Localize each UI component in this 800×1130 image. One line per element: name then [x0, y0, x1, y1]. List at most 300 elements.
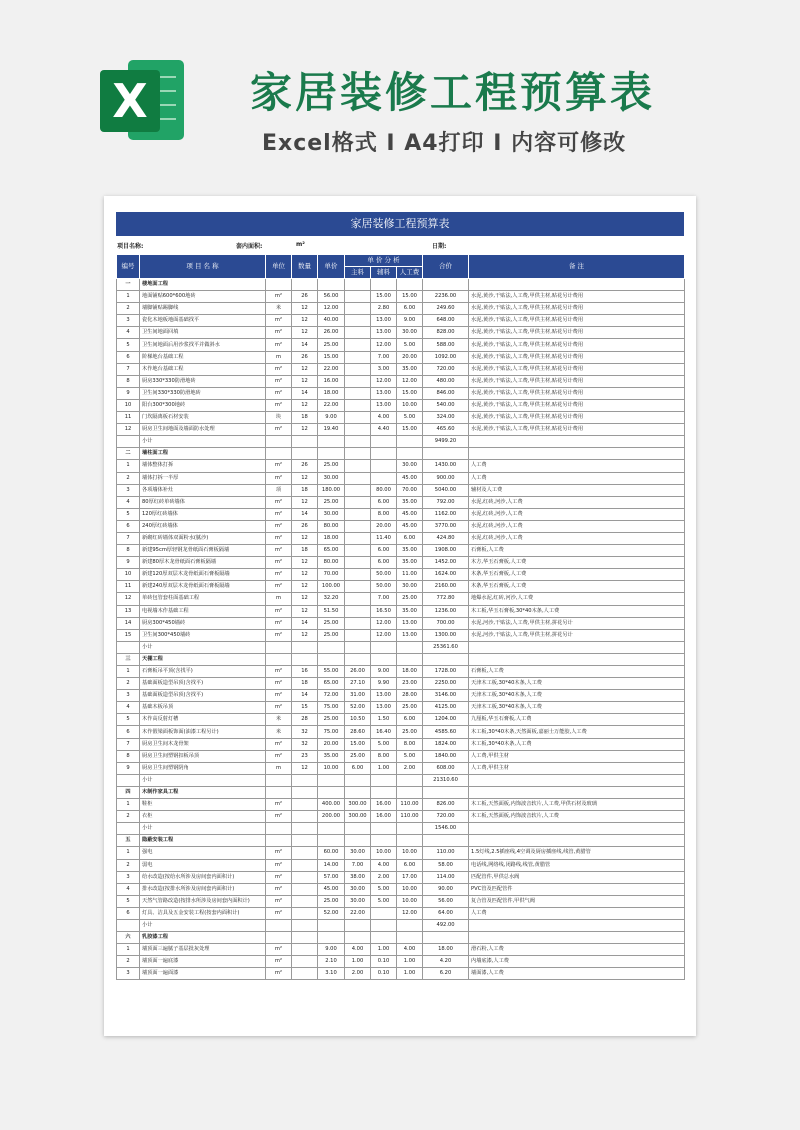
cell-remark	[469, 835, 685, 847]
cell-aux: 13.00	[371, 315, 397, 327]
cell-unit: m²	[266, 750, 292, 762]
cell-remark	[469, 448, 685, 460]
cell-no: 5	[117, 895, 140, 907]
cell-qty: 23	[292, 750, 318, 762]
cell-price: 25.00	[318, 460, 345, 472]
cell-name: 墙脚铺贴踢脚线	[140, 303, 266, 315]
cell-main	[345, 593, 371, 605]
cell-price: 25.00	[318, 339, 345, 351]
cell-no: 4	[117, 496, 140, 508]
subtotal-row	[117, 774, 685, 786]
cell-remark: 木条,华玉石膏板,人工费	[469, 581, 685, 593]
cell-price	[318, 823, 345, 835]
section-row	[117, 835, 685, 847]
cell-main	[345, 424, 371, 436]
cell-total: 3770.00	[423, 520, 469, 532]
cell-main	[345, 315, 371, 327]
cell-labor: 15.00	[397, 387, 423, 399]
cell-qty: 12	[292, 303, 318, 315]
cell-total: 9499.20	[423, 436, 469, 448]
cell-qty: 12	[292, 762, 318, 774]
cell-main: 15.00	[345, 738, 371, 750]
cell-no: 2	[117, 956, 140, 968]
cell-price: 35.00	[318, 750, 345, 762]
cell-main: 28.60	[345, 726, 371, 738]
cell-unit	[266, 774, 292, 786]
cell-qty: 14	[292, 617, 318, 629]
cell-qty: 12	[292, 532, 318, 544]
cell-labor: 5.00	[397, 412, 423, 424]
cell-remark: 天津木工板,30*40木条,人工费	[469, 678, 685, 690]
cell-price	[318, 448, 345, 460]
cell-no: 四	[117, 786, 140, 798]
cell-name: 隐蔽安装工程	[140, 835, 266, 847]
cell-qty: 26	[292, 520, 318, 532]
cell-qty: 18	[292, 678, 318, 690]
cell-total: 792.00	[423, 496, 469, 508]
cell-labor	[397, 653, 423, 665]
cell-unit: m²	[266, 666, 292, 678]
cell-total	[423, 932, 469, 944]
cell-aux: 12.00	[371, 339, 397, 351]
cell-main	[345, 774, 371, 786]
cell-total: 1728.00	[423, 666, 469, 678]
cell-unit	[266, 835, 292, 847]
table-row	[117, 944, 685, 956]
cell-name: 单砖包管套柱面基础工程	[140, 593, 266, 605]
cell-name: 楼地面工程	[140, 279, 266, 291]
table-row	[117, 520, 685, 532]
cell-name: 天然气管路改造(按排水所涉及房间套内面积计)	[140, 895, 266, 907]
header-remark: 备 注	[469, 255, 685, 279]
table-row	[117, 859, 685, 871]
cell-name: 新建80厚木龙骨纸面石膏板隔墙	[140, 557, 266, 569]
cell-remark	[469, 279, 685, 291]
cell-price	[318, 641, 345, 653]
cell-name: 卫生间330*330防滑地砖	[140, 387, 266, 399]
table-row	[117, 315, 685, 327]
cell-price: 51.50	[318, 605, 345, 617]
cell-labor	[397, 436, 423, 448]
cell-aux	[371, 448, 397, 460]
cell-price: 10.00	[318, 762, 345, 774]
cell-name: 基础木板吊顶	[140, 702, 266, 714]
cell-unit: 米	[266, 726, 292, 738]
cell-total: 465.60	[423, 424, 469, 436]
cell-total: 114.00	[423, 871, 469, 883]
cell-total: 1840.00	[423, 750, 469, 762]
cell-qty: 26	[292, 351, 318, 363]
cell-price: 22.00	[318, 399, 345, 411]
cell-qty	[292, 786, 318, 798]
cell-main: 7.00	[345, 859, 371, 871]
cell-no: 1	[117, 291, 140, 303]
cell-main: 1.00	[345, 956, 371, 968]
cell-total: 5040.00	[423, 484, 469, 496]
cell-remark: 人工费,甲供主材	[469, 762, 685, 774]
cell-price: 80.00	[318, 557, 345, 569]
cell-remark: 内墙底漆,人工费	[469, 956, 685, 968]
cell-labor	[397, 823, 423, 835]
cell-unit: 米	[266, 303, 292, 315]
cell-qty: 12	[292, 496, 318, 508]
cell-name: 强电	[140, 847, 266, 859]
cell-labor: 5.00	[397, 750, 423, 762]
cell-no: 一	[117, 279, 140, 291]
cell-qty: 16	[292, 666, 318, 678]
cell-aux: 16.00	[371, 811, 397, 823]
cell-labor: 5.00	[397, 339, 423, 351]
cell-main: 300.00	[345, 799, 371, 811]
cell-qty	[292, 835, 318, 847]
cell-total: 64.00	[423, 907, 469, 919]
table-row	[117, 593, 685, 605]
cell-no: 2	[117, 303, 140, 315]
cell-labor: 10.00	[397, 399, 423, 411]
cell-qty: 26	[292, 460, 318, 472]
cell-unit: m	[266, 593, 292, 605]
cell-price: 3.10	[318, 968, 345, 980]
cell-labor: 35.00	[397, 557, 423, 569]
cell-main	[345, 653, 371, 665]
cell-name: 木作高反射灯槽	[140, 714, 266, 726]
cell-aux: 16.40	[371, 726, 397, 738]
cell-labor: 25.00	[397, 593, 423, 605]
cell-total: 608.00	[423, 762, 469, 774]
cell-price: 9.00	[318, 412, 345, 424]
cell-unit: m²	[266, 375, 292, 387]
cell-no: 9	[117, 557, 140, 569]
header-aux: 辅料	[371, 267, 397, 279]
cell-main	[345, 617, 371, 629]
cell-qty	[292, 919, 318, 931]
cell-qty	[292, 448, 318, 460]
cell-no: 二	[117, 448, 140, 460]
cell-remark: 天津木工板,30*40木条,人工费	[469, 690, 685, 702]
cell-aux: 15.00	[371, 291, 397, 303]
cell-name: 新建120厚双层木龙骨纸面石膏板隔墙	[140, 569, 266, 581]
cell-total: 700.00	[423, 617, 469, 629]
cell-name: 乳胶漆工程	[140, 932, 266, 944]
cell-name: 厨房卫生间地面及墙面防水处理	[140, 424, 266, 436]
cell-price: 16.00	[318, 375, 345, 387]
cell-price	[318, 786, 345, 798]
cell-labor: 15.00	[397, 424, 423, 436]
cell-remark: 木工板,30*40木条,天然面板,嘉丽士万能胶,人工费	[469, 726, 685, 738]
cell-remark: 木工板,天然面板,内饰波音软片,人工费,甲供石材及玻璃	[469, 799, 685, 811]
cell-aux	[371, 641, 397, 653]
cell-aux: 6.00	[371, 496, 397, 508]
cell-unit: m²	[266, 629, 292, 641]
cell-price	[318, 436, 345, 448]
cell-unit	[266, 641, 292, 653]
cell-aux	[371, 823, 397, 835]
cell-qty: 32	[292, 726, 318, 738]
cell-name: 瓷化木地板地面基础找平	[140, 315, 266, 327]
cell-labor	[397, 932, 423, 944]
cell-main	[345, 436, 371, 448]
cell-aux: 13.00	[371, 387, 397, 399]
table-row	[117, 883, 685, 895]
cell-qty	[292, 907, 318, 919]
table-row	[117, 617, 685, 629]
cell-total: 1236.00	[423, 605, 469, 617]
cell-unit	[266, 919, 292, 931]
cell-price: 32.20	[318, 593, 345, 605]
cell-total: 18.00	[423, 944, 469, 956]
table-row	[117, 387, 685, 399]
cell-name: 墙体整体打拆	[140, 460, 266, 472]
cell-unit: m²	[266, 859, 292, 871]
cell-main	[345, 919, 371, 931]
cell-name: 地面铺贴600*600地砖	[140, 291, 266, 303]
cell-aux: 7.00	[371, 351, 397, 363]
cell-name: 阳台300*300地砖	[140, 399, 266, 411]
subtotal-row	[117, 919, 685, 931]
cell-total: 1204.00	[423, 714, 469, 726]
cell-total: 828.00	[423, 327, 469, 339]
cell-qty	[292, 811, 318, 823]
cell-total: 2250.00	[423, 678, 469, 690]
cell-labor: 70.00	[397, 484, 423, 496]
cell-total	[423, 279, 469, 291]
cell-price	[318, 932, 345, 944]
cell-unit: m²	[266, 496, 292, 508]
cell-qty	[292, 871, 318, 883]
cell-remark: 水泥,黄沙,干贴法,人工费,甲供主材,贴花另计费用	[469, 399, 685, 411]
table-row	[117, 569, 685, 581]
cell-price: 180.00	[318, 484, 345, 496]
cell-total: 21310.60	[423, 774, 469, 786]
cell-no	[117, 436, 140, 448]
cell-remark	[469, 919, 685, 931]
cell-qty	[292, 774, 318, 786]
table-row	[117, 750, 685, 762]
cell-price: 19.40	[318, 424, 345, 436]
cell-main	[345, 835, 371, 847]
table-row	[117, 472, 685, 484]
cell-unit: m²	[266, 690, 292, 702]
cell-qty: 18	[292, 412, 318, 424]
cell-aux: 0.10	[371, 956, 397, 968]
cell-aux	[371, 472, 397, 484]
cell-qty	[292, 823, 318, 835]
table-row	[117, 811, 685, 823]
table-row	[117, 351, 685, 363]
cell-unit: m²	[266, 291, 292, 303]
cell-remark: 电话线,网络线,闭路线,线管,黄腊管	[469, 859, 685, 871]
cell-total: 1430.00	[423, 460, 469, 472]
cell-unit: m²	[266, 581, 292, 593]
cell-unit: m²	[266, 895, 292, 907]
cell-labor: 18.00	[397, 666, 423, 678]
cell-name: 墙体打拆一半厚	[140, 472, 266, 484]
cell-unit	[266, 786, 292, 798]
cell-aux: 13.00	[371, 690, 397, 702]
header-total: 合价	[423, 255, 469, 279]
cell-qty	[292, 944, 318, 956]
cell-price: 18.00	[318, 532, 345, 544]
section-row	[117, 448, 685, 460]
cell-price	[318, 835, 345, 847]
cell-price: 14.00	[318, 859, 345, 871]
cell-remark: 水泥,黄沙,干贴法,人工费,甲供主材,贴花另计费用	[469, 327, 685, 339]
excel-logo-letter: X	[100, 70, 160, 132]
cell-no: 8	[117, 750, 140, 762]
cell-name: 卫生间地面后用沙浆找平并做斜水	[140, 339, 266, 351]
header-main: 主料	[345, 267, 371, 279]
table-header	[117, 255, 685, 279]
cell-main	[345, 641, 371, 653]
cell-labor	[397, 774, 423, 786]
cell-remark: 石膏板,人工费	[469, 545, 685, 557]
table-row	[117, 678, 685, 690]
cell-total: 720.00	[423, 811, 469, 823]
cell-no: 10	[117, 569, 140, 581]
cell-total: 249.60	[423, 303, 469, 315]
cell-name: 各项墙体补灶	[140, 484, 266, 496]
cell-remark: 人工费	[469, 907, 685, 919]
cell-aux: 2.00	[371, 871, 397, 883]
cell-labor	[397, 786, 423, 798]
cell-name: 小计	[140, 436, 266, 448]
section-row	[117, 279, 685, 291]
cell-price: 12.00	[318, 303, 345, 315]
cell-no: 1	[117, 666, 140, 678]
cell-name: 厨房卫生间塑钢扣板吊顶	[140, 750, 266, 762]
cell-remark: 九厘板,华玉石膏板,人工费	[469, 714, 685, 726]
cell-unit: m²	[266, 968, 292, 980]
table-row	[117, 291, 685, 303]
cell-no: 8	[117, 545, 140, 557]
table-row	[117, 895, 685, 907]
cell-name: 电视墙木作基础工程	[140, 605, 266, 617]
header-analysis: 单 价 分 析	[345, 255, 423, 267]
cell-qty	[292, 641, 318, 653]
cell-name: 厨房330*330防滑地砖	[140, 375, 266, 387]
cell-main: 10.50	[345, 714, 371, 726]
cell-qty: 18	[292, 484, 318, 496]
cell-name: 新建95cm厚轻钢龙骨纸面石膏板隔墙	[140, 545, 266, 557]
cell-aux: 12.00	[371, 375, 397, 387]
cell-labor: 45.00	[397, 520, 423, 532]
cell-total: 540.00	[423, 399, 469, 411]
cell-main	[345, 375, 371, 387]
cell-no	[117, 774, 140, 786]
cell-qty	[292, 968, 318, 980]
cell-remark: 木工板,天然面板,内饰波音软片,人工费	[469, 811, 685, 823]
cell-main: 38.00	[345, 871, 371, 883]
cell-qty: 12	[292, 327, 318, 339]
header-price: 单价	[318, 255, 345, 279]
cell-remark	[469, 641, 685, 653]
cell-main: 25.00	[345, 750, 371, 762]
cell-name: 基础面板造型吊顶(含找平)	[140, 678, 266, 690]
cell-no: 1	[117, 847, 140, 859]
cell-no: 7	[117, 532, 140, 544]
table-row	[117, 557, 685, 569]
table-row	[117, 508, 685, 520]
cell-aux	[371, 919, 397, 931]
cell-main	[345, 545, 371, 557]
cell-total: 2160.00	[423, 581, 469, 593]
cell-no: 2	[117, 678, 140, 690]
cell-price: 65.00	[318, 678, 345, 690]
table-row	[117, 303, 685, 315]
cell-total	[423, 653, 469, 665]
cell-price: 200.00	[318, 811, 345, 823]
area-unit: m²	[296, 241, 305, 248]
cell-main	[345, 569, 371, 581]
cell-aux: 5.00	[371, 738, 397, 750]
cell-remark	[469, 774, 685, 786]
cell-no: 9	[117, 762, 140, 774]
cell-no: 10	[117, 399, 140, 411]
cell-no: 3	[117, 968, 140, 980]
cell-no: 7	[117, 738, 140, 750]
cell-main	[345, 303, 371, 315]
cell-price: 15.00	[318, 351, 345, 363]
spreadsheet-page	[104, 196, 696, 1036]
cell-labor: 35.00	[397, 605, 423, 617]
cell-qty: 12	[292, 315, 318, 327]
cell-remark	[469, 932, 685, 944]
cell-no: 5	[117, 508, 140, 520]
cell-qty: 18	[292, 545, 318, 557]
subtotal-row	[117, 641, 685, 653]
cell-price: 55.00	[318, 666, 345, 678]
cell-labor: 10.00	[397, 883, 423, 895]
cell-no: 13	[117, 605, 140, 617]
cell-no: 9	[117, 387, 140, 399]
cell-main: 6.00	[345, 762, 371, 774]
cell-unit: m²	[266, 799, 292, 811]
cell-main	[345, 823, 371, 835]
cell-total: 4.20	[423, 956, 469, 968]
cell-labor: 15.00	[397, 291, 423, 303]
cell-main: 31.00	[345, 690, 371, 702]
cell-name: 门坎隔离板石材安装	[140, 412, 266, 424]
cell-qty: 12	[292, 399, 318, 411]
cell-unit: m²	[266, 387, 292, 399]
sheet-title: 家居装修工程预算表	[116, 212, 684, 236]
cell-aux	[371, 653, 397, 665]
cell-remark: 水泥,黄沙,干贴法,人工费,甲供主材,贴花另计费用	[469, 412, 685, 424]
cell-labor	[397, 641, 423, 653]
cell-main	[345, 327, 371, 339]
cell-unit: m²	[266, 617, 292, 629]
cell-no: 3	[117, 871, 140, 883]
cell-no: 12	[117, 593, 140, 605]
cell-qty: 12	[292, 557, 318, 569]
cell-total: 648.00	[423, 315, 469, 327]
cell-remark: 木条,华玉石膏板,人工费	[469, 569, 685, 581]
cell-aux: 2.80	[371, 303, 397, 315]
cell-labor: 8.00	[397, 738, 423, 750]
excel-logo-icon	[100, 52, 186, 152]
cell-labor: 2.00	[397, 762, 423, 774]
cell-remark: 水泥,黄沙,干贴法,人工费,甲供主材,贴花另计费用	[469, 363, 685, 375]
cell-name: 厨房卫生间塑钢阴角	[140, 762, 266, 774]
cell-price: 100.00	[318, 581, 345, 593]
cell-qty: 12	[292, 472, 318, 484]
cell-aux: 9.90	[371, 678, 397, 690]
cell-unit	[266, 653, 292, 665]
cell-no: 2	[117, 859, 140, 871]
cell-unit: m²	[266, 883, 292, 895]
cell-no: 三	[117, 653, 140, 665]
cell-main	[345, 605, 371, 617]
